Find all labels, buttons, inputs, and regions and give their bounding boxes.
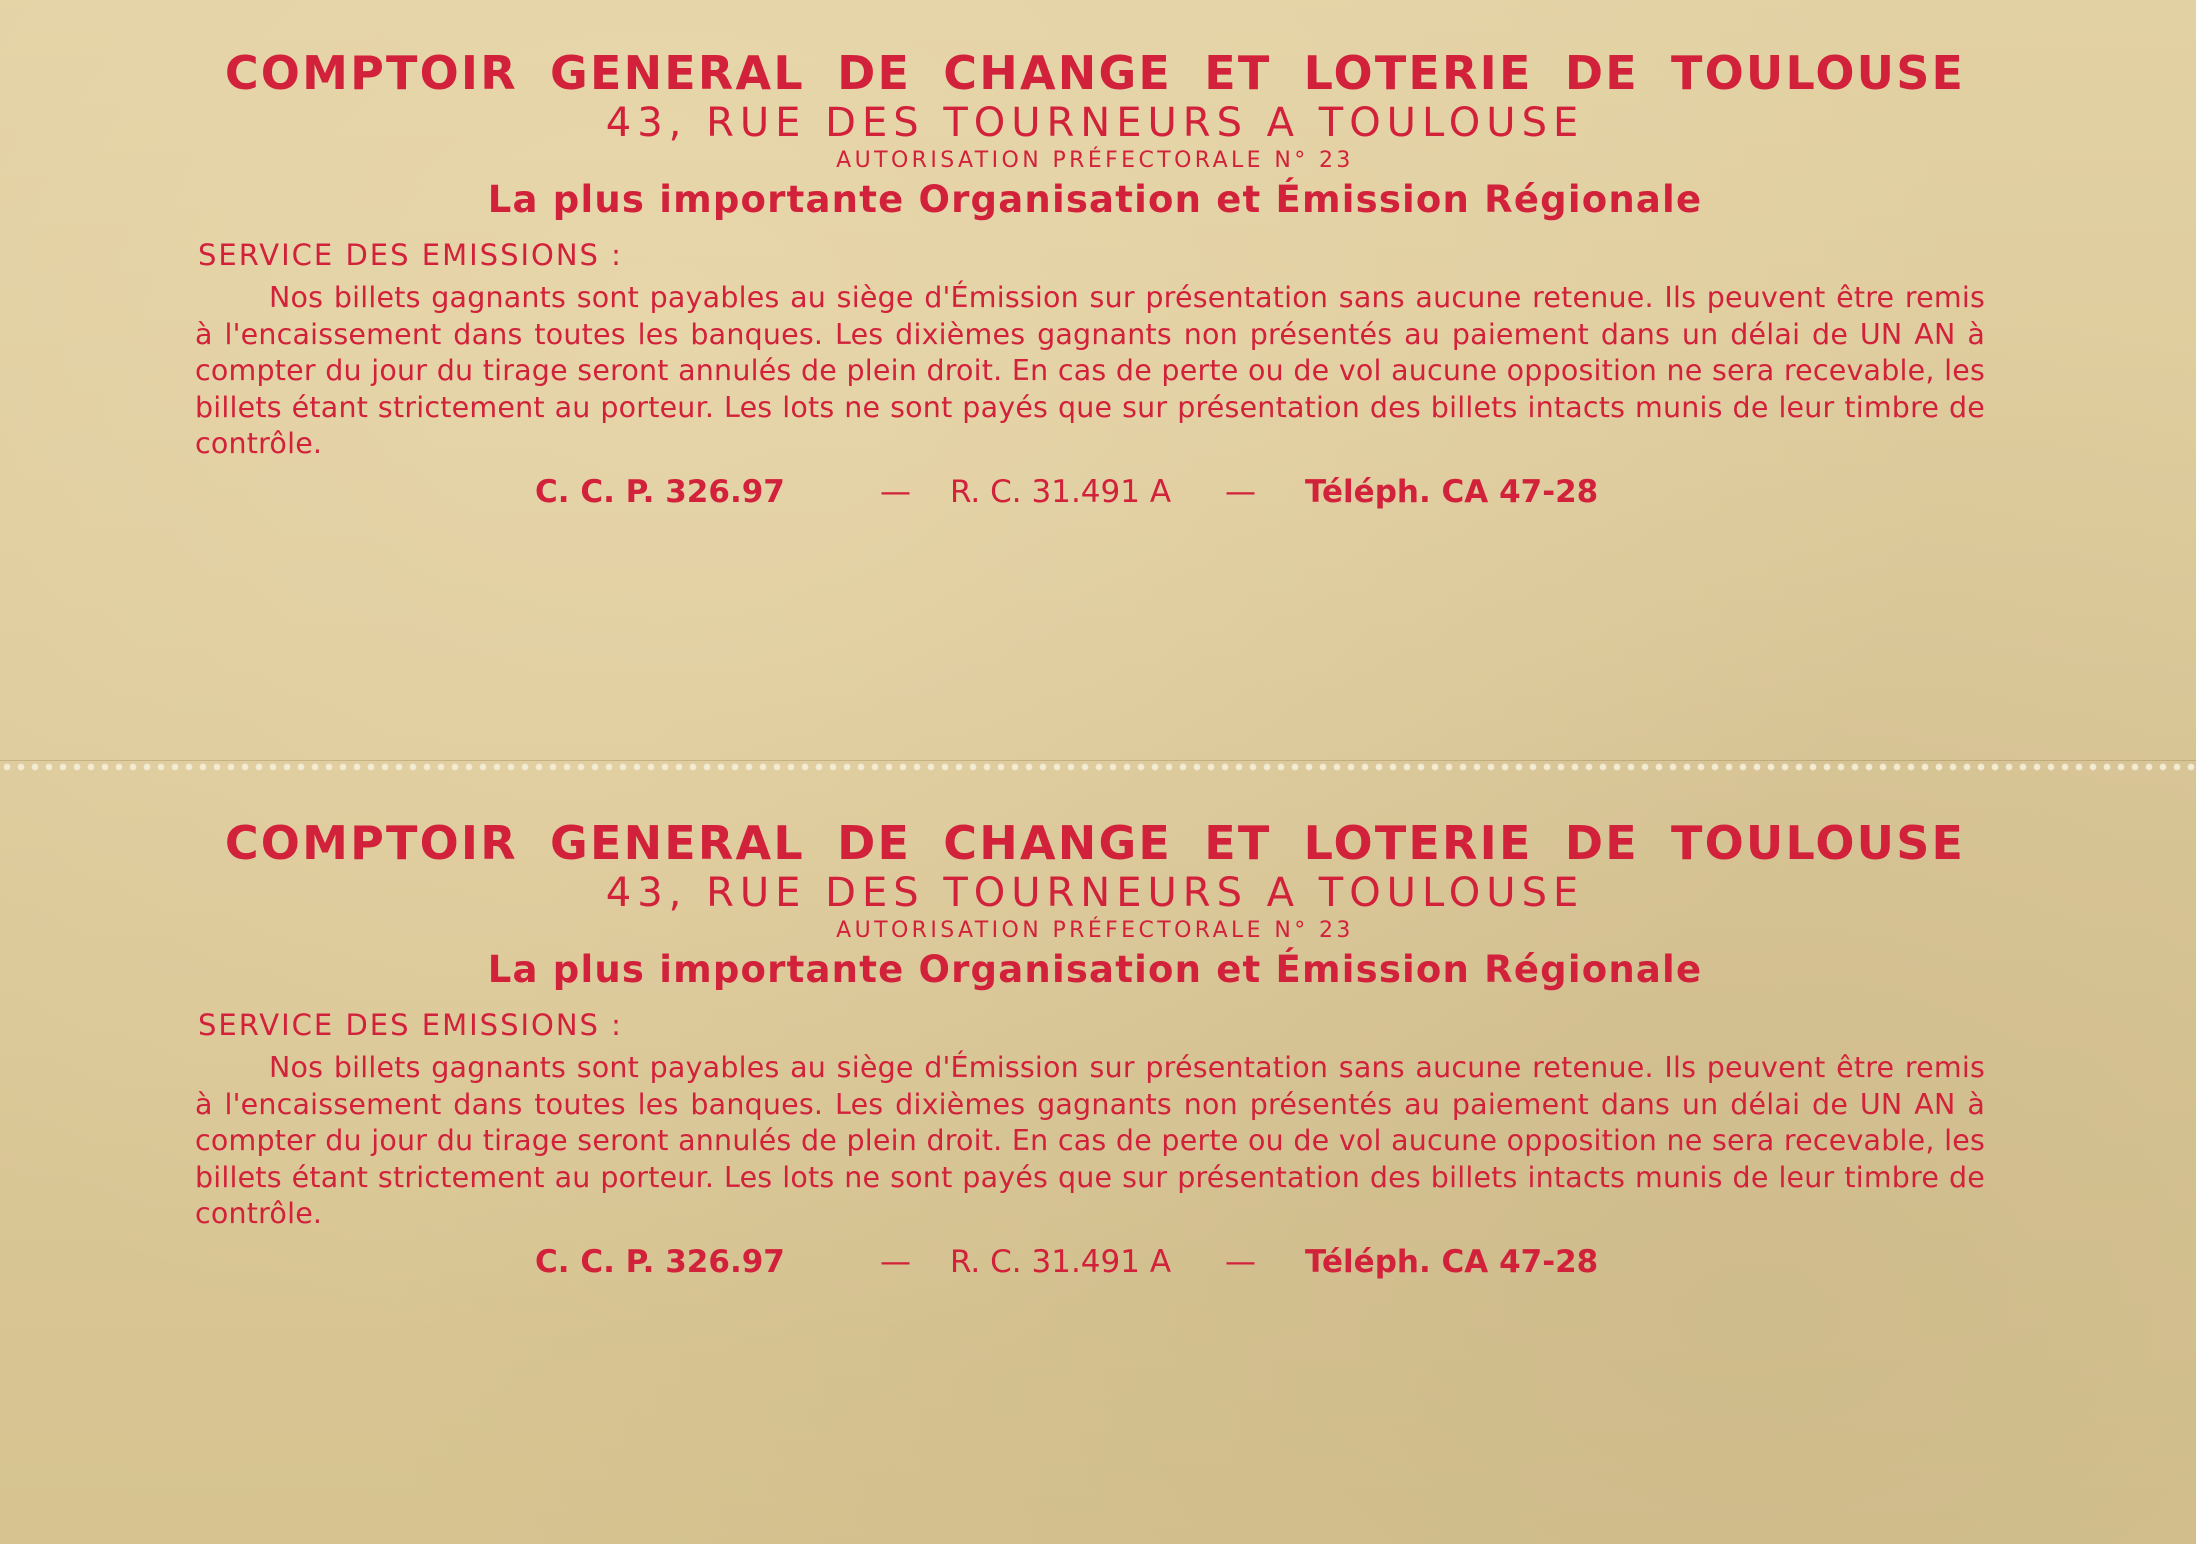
company-address: 43, RUE DES TOURNEURS A TOULOUSE <box>605 100 1585 146</box>
separator: — <box>880 1244 911 1280</box>
coupon-bottom <box>0 770 2196 1530</box>
slogan: La plus importante Organisation et Émission Régionale <box>487 178 1703 221</box>
coupon-top <box>0 0 2196 760</box>
service-heading: SERVICE DES EMISSIONS : <box>198 1008 623 1042</box>
postal-account: C. C. P. 326.97 <box>535 1244 785 1280</box>
separator: — <box>1225 474 1256 510</box>
telephone: Téléph. CA 47-28 <box>1305 474 1599 510</box>
company-name: COMPTOIR GENERAL DE CHANGE ET LOTERIE DE TOULOUSE <box>224 816 1966 870</box>
terms-paragraph: Nos billets gagnants sont payables au siège d'Émission sur présentation sans aucune retenue. Ils peuvent être remis à l'encaissement dans toutes les banques. Les dixièmes gagnants non présentés au paiement dans un délai de UN AN à compter du jour du tirage seront annulés de plein droit. En cas de perte ou de vol aucune opposition ne sera recevable, les billets étant strictement au porteur. Les lots ne sont payés que sur présentation des billets intacts munis de leur timbre de contrôle. <box>195 281 1985 460</box>
authorization-number: AUTORISATION PRÉFECTORALE N° 23 <box>836 918 1354 943</box>
authorization-number: AUTORISATION PRÉFECTORALE N° 23 <box>836 148 1354 173</box>
trade-register: R. C. 31.491 A <box>950 474 1172 510</box>
trade-register: R. C. 31.491 A <box>950 1244 1172 1280</box>
slogan: La plus importante Organisation et Émission Régionale <box>487 948 1703 991</box>
company-name: COMPTOIR GENERAL DE CHANGE ET LOTERIE DE TOULOUSE <box>224 46 1966 100</box>
company-address: 43, RUE DES TOURNEURS A TOULOUSE <box>605 870 1585 916</box>
service-heading: SERVICE DES EMISSIONS : <box>198 238 623 272</box>
separator: — <box>1225 1244 1256 1280</box>
separator: — <box>880 474 911 510</box>
postal-account: C. C. P. 326.97 <box>535 474 785 510</box>
telephone: Téléph. CA 47-28 <box>1305 1244 1599 1280</box>
terms-paragraph: Nos billets gagnants sont payables au siège d'Émission sur présentation sans aucune retenue. Ils peuvent être remis à l'encaissement dans toutes les banques. Les dixièmes gagnants non présentés au paiement dans un délai de UN AN à compter du jour du tirage seront annulés de plein droit. En cas de perte ou de vol aucune opposition ne sera recevable, les billets étant strictement au porteur. Les lots ne sont payés que sur présentation des billets intacts munis de leur timbre de contrôle. <box>195 1051 1985 1230</box>
